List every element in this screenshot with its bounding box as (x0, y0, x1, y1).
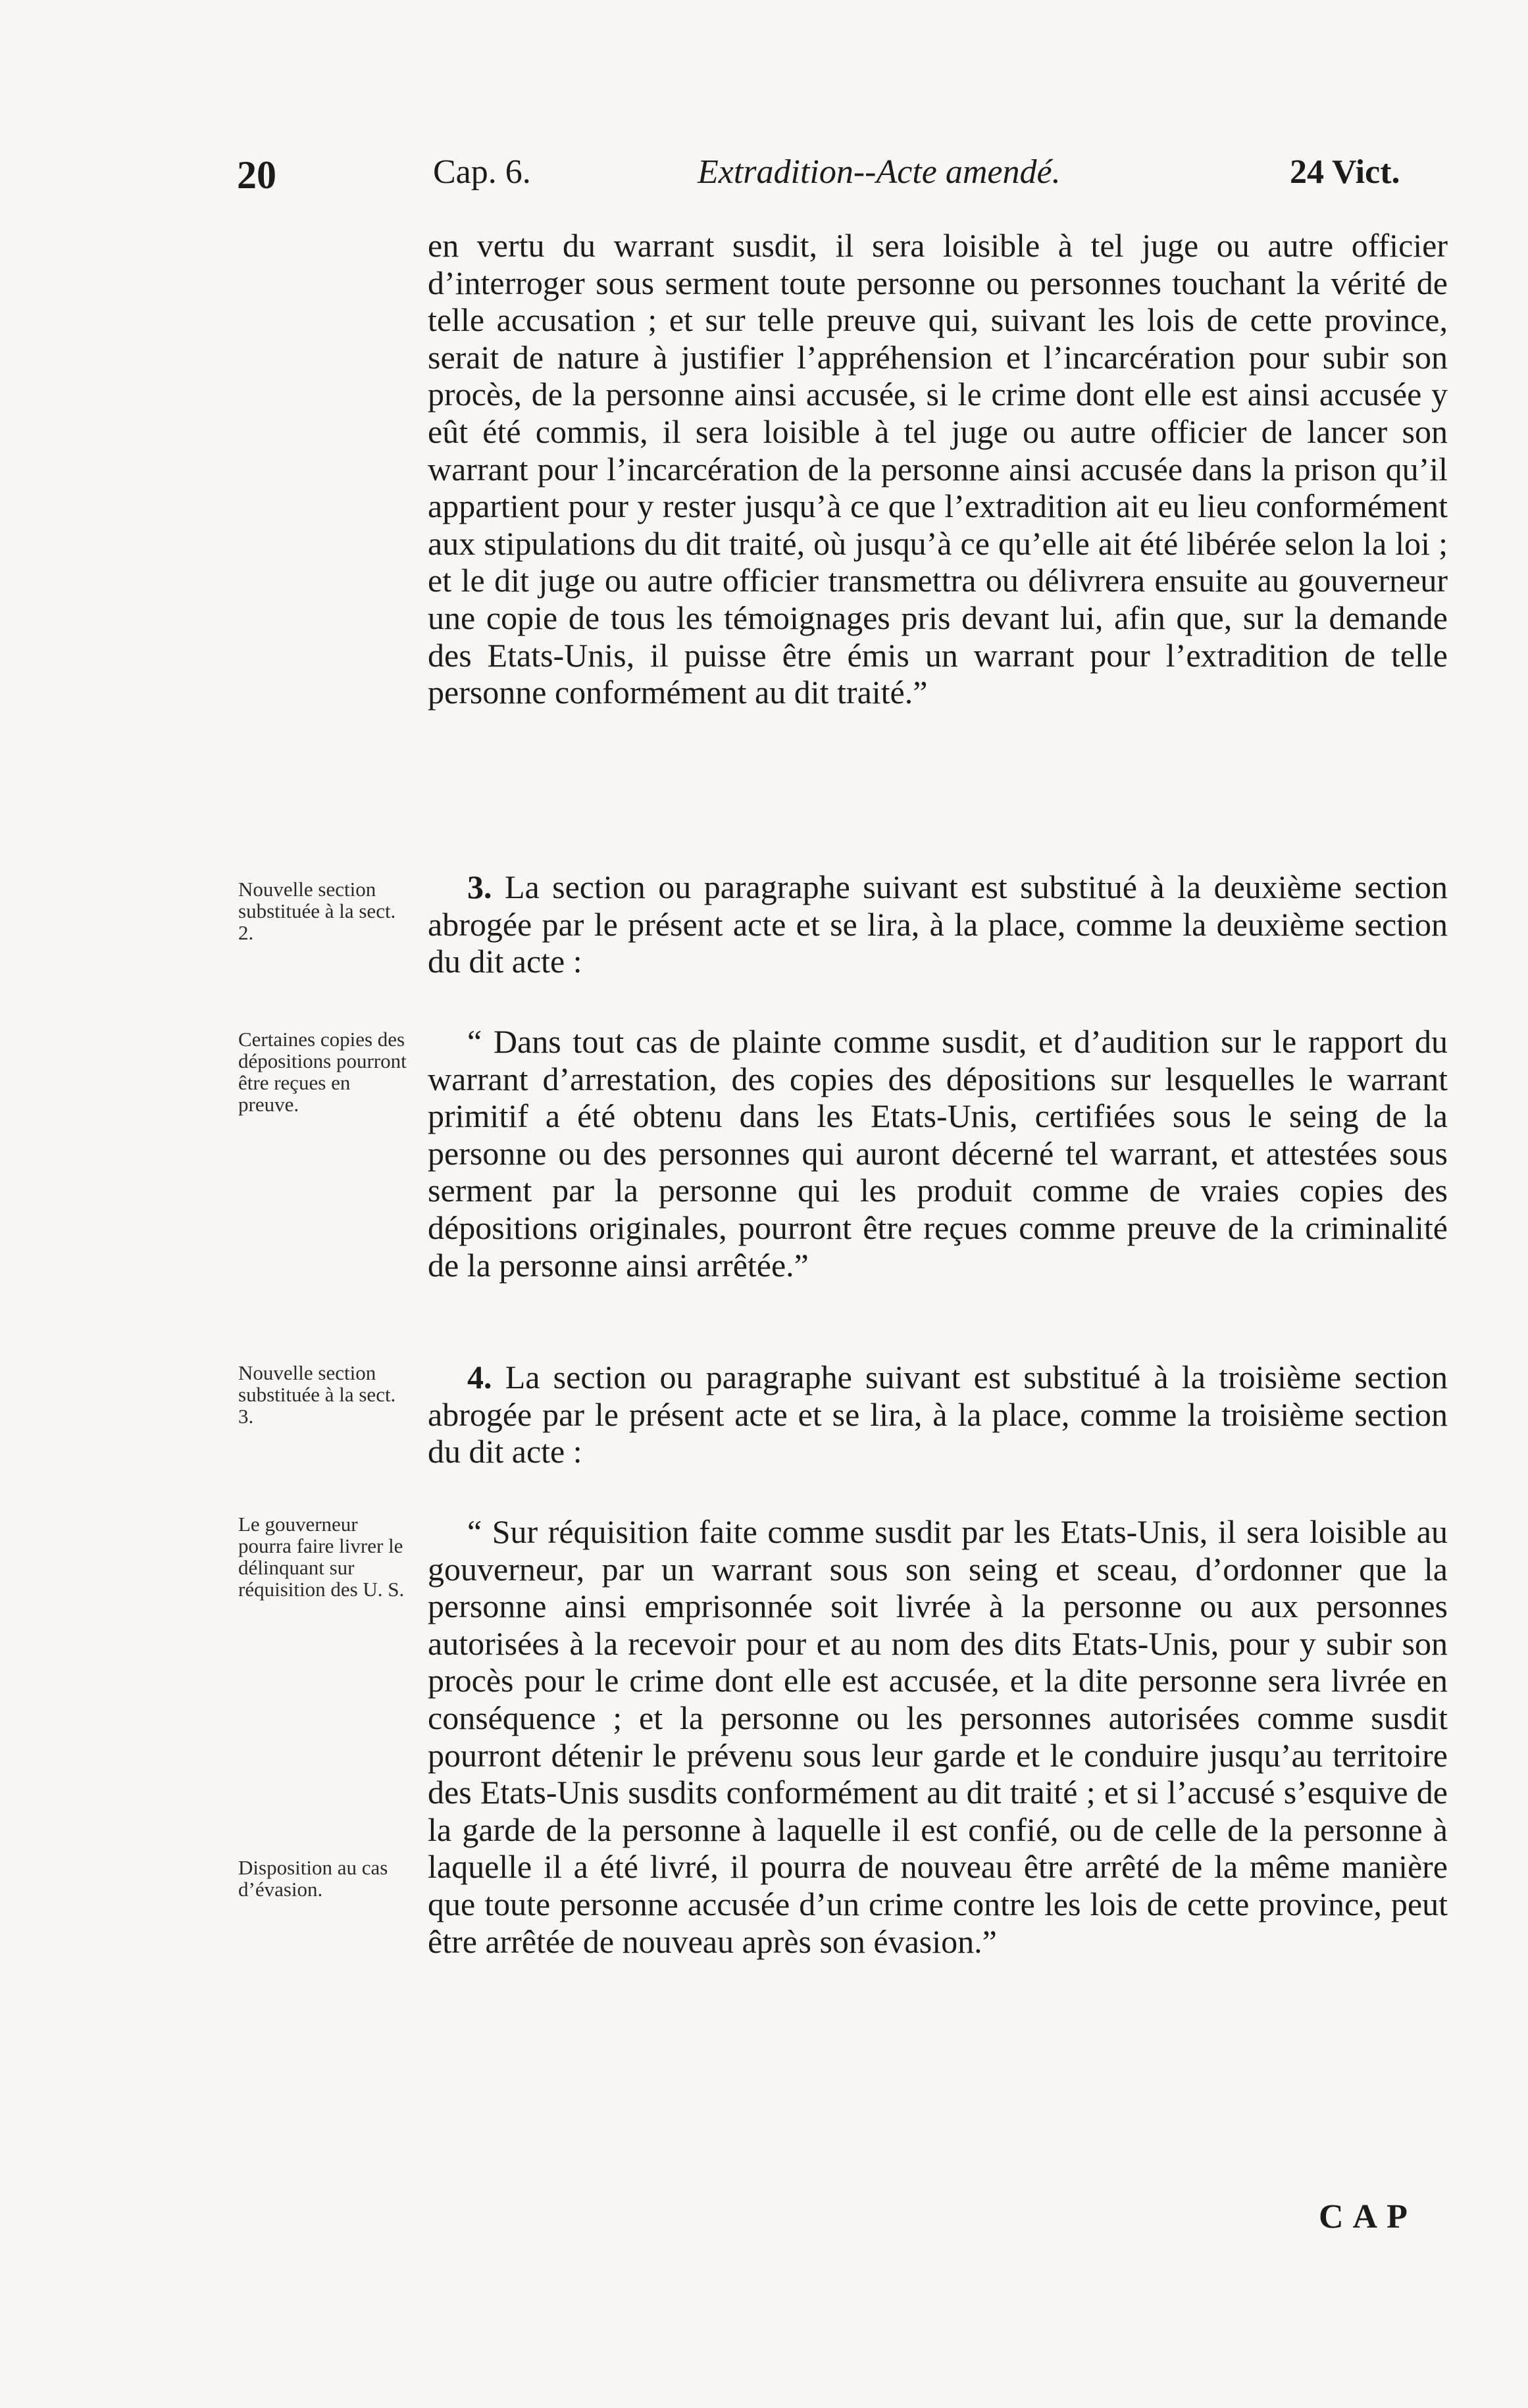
page-header (0, 153, 1528, 205)
quoted-paragraph: “ Dans tout cas de plainte comme susdit, et d’audition sur le rapport du warrant d’arrestation, des copies des dépositions sur lesquelles le warrant primitif a été obtenu dans les Etats-Unis, certifiées sous le seing de la personne ou des personnes qui auront décerné tel warrant, et attestées sous serment par la personne qui les produit comme de vraies copies des dépositions originales, pourront être reçues comme preuve de la criminalité de la personne ainsi arrêtée.” (428, 1023, 1448, 1284)
page-number: 20 (237, 153, 276, 197)
sidenote-text: Nouvelle section substituée à la sect. 3. (238, 1361, 396, 1428)
section-4-paragraph (428, 1359, 1448, 1470)
section-text: La section ou paragraphe suivant est substitué à la troisième section abrogée par le présent acte et se lira, à la place, comme la troisième section du dit acte : (428, 1359, 1448, 1470)
sidenote-copies-of-depositions (238, 1028, 409, 1115)
paragraph-text: en vertu du warrant susdit, il sera loisible à tel juge ou autre officier d’interroger sous serment toute personne ou personnes touchant la vérité de telle accusation ; et sur telle preuve qui, suivant les lois de cette province, serait de nature à justifier l’appréhension et l’incarcération pour subir son procès, de la personne ainsi accusée, si le crime dont elle est ainsi accusée y eût été commis, il sera loisible à tel juge ou autre officier de lancer son warrant pour l’incarcération de la personne ainsi accusée dans la prison qu’il appartient pour y rester jusqu’à ce que l’extradition ait eu lieu conformément aux stipulations du dit traité, où jusqu’à ce qu’elle ait été libérée selon la loi ; et le dit juge ou autre officier transmettra ou délivrera ensuite au gouverneur une copie de tous les témoignages pris devant lui, afin que, sur la demande des Etats-Unis, il puisse être émis un warrant pour l’extradition de telle personne conformément au dit traité.” (428, 227, 1448, 711)
sidenote-new-section-3 (238, 1362, 409, 1427)
section-3-quote (428, 1023, 1448, 1284)
section-number: 3. (467, 868, 492, 905)
section-text: La section ou paragraphe suivant est substitué à la deuxième section abrogée par le présent acte et se lira, à la place, comme la deuxième section du dit acte : (428, 868, 1448, 980)
chapter-label: Cap. 6. (433, 153, 531, 191)
sidenote-escape-provision (238, 1857, 409, 1900)
sidenote-text: Nouvelle section substituée à la sect. 2. (238, 878, 396, 944)
section-4 (428, 1359, 1448, 1470)
section-3-paragraph (428, 868, 1448, 980)
sidenote-new-section-2 (238, 878, 409, 943)
quoted-paragraph: “ Sur réquisition faite comme susdit par les Etats-Unis, il sera loisible au gouverneur, par un warrant sous son seing et sceau, d’ordonner que la personne ainsi emprisonnée soit livrée à la personne ou aux personnes autorisées à la recevoir pour et au nom des dits Etats-Unis, pour y subir son procès pour le crime dont elle est accusée, et la dite personne sera livrée en conséquence ; et la personne ou les personnes autorisées comme susdit pourront détenir le prévenu sous leur garde et le conduire jusqu’au territoire des Etats-Unis susdits conformément au dit traité ; et si l’accusé s’esquive de la garde de la personne à laquelle il est confié, ou de celle de la personne à laquelle il a été livré, il pourra de nouveau être arrêté de la même manière que toute personne accusée d’un crime contre les lois de cette province, peut être arrêtée de nouveau après son évasion.” (428, 1513, 1448, 1960)
sidenote-text: Disposition au cas d’évasion. (238, 1856, 388, 1901)
section-3 (428, 868, 1448, 980)
continued-paragraph (428, 227, 1448, 711)
sidenote-governor-surrender (238, 1513, 409, 1600)
running-title: Extradition--Acte amendé. (698, 153, 1061, 191)
sidenote-text: Le gouverneur pourra faire livrer le délinquant sur réquisition des U. S. (238, 1513, 405, 1601)
section-4-quote (428, 1513, 1448, 1960)
catchword: CAP (1319, 2198, 1417, 2236)
regnal-year: 24 Vict. (1290, 153, 1400, 191)
section-number: 4. (467, 1359, 492, 1395)
sidenote-text: Certaines copies des dépositions pourront être reçues en preuve. (238, 1028, 407, 1116)
